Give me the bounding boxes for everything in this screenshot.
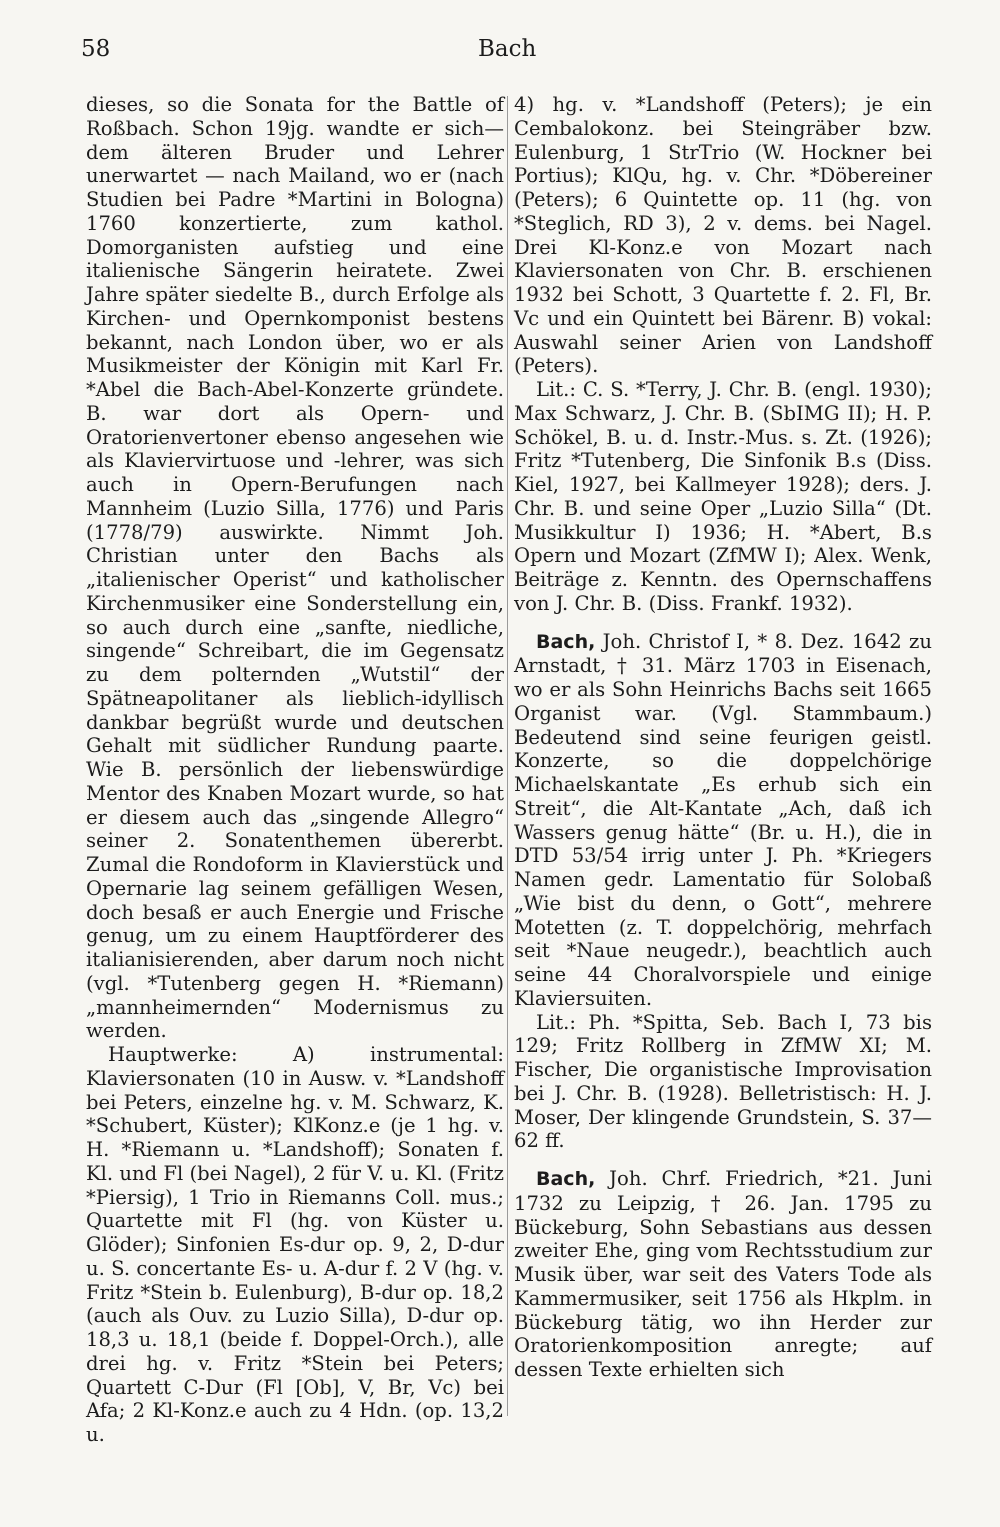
column-divider <box>507 96 508 1416</box>
literature-paragraph: Lit.: C. S. *Terry, J. Chr. B. (engl. 1930); Max Schwarz, J. Chr. B. (SbIMG II); H. P. Schökel, B. u. d. Instr.-Mus. s. Zt. (1926); Fritz *Tutenberg, Die Sinfonik B.s (Diss. Kiel, 1927, bei Kallmeyer 1928); ders. J. Chr. B. und seine Oper „Luzio Silla“ (Dt. Musikkultur I) 1936; H. *Abert, B.s Opern und Mozart (ZfMW I); Alex. Wenk, Beiträge z. Kenntn. des Opernschaffens von J. Chr. B. (Diss. Frankf. 1932). <box>514 378 932 615</box>
entry-johann-christoph-friedrich <box>514 1167 932 1382</box>
entry-johann-christof <box>514 630 932 1011</box>
works-continued-paragraph: 4) hg. v. *Landshoff (Peters); je ein Cembalokonz. bei Steingräber bzw. Eulenburg, 1 StrTrio (W. Hockner bei Portius); KlQu, hg. v. Chr. *Döbereiner (Peters); 6 Quintette op. 11 (hg. von *Steglich, RD 3), 2 v. dems. bei Nagel. Drei Kl-Konz.e von Mozart nach Klaviersonaten von Chr. B. erschienen 1932 bei Schott, 3 Quartette f. 2. Fl, Br. Vc und ein Quintett bei Bärenr. B) vokal: Auswahl seiner Arien von Landshoff (Peters). <box>514 93 932 378</box>
right-column <box>514 93 932 1382</box>
entry-headword: Bach, <box>536 1168 596 1190</box>
running-head: Bach <box>478 36 537 62</box>
entry-headword: Bach, <box>536 630 596 653</box>
entry-body-paragraph: dieses, so die Sonata for the Battle of Roßbach. Schon 19jg. wandte er sich— dem älteren Bruder und Lehrer unerwartet — nach Mailand, wo er (nach Studien bei Padre *Martini in Bologna) 1760 konzertierte, zum kathol. Domorganisten aufstieg und eine italienische Sängerin heiratete. Zwei Jahre später siedelte B., durch Erfolge als Kirchen- und Opernkomponist bestens bekannt, nach London über, wo er als Musikmeister der Königin mit Karl Fr. *Abel die Bach-Abel-Konzerte gründete. B. war dort als Opern- und Oratorienvertoner ebenso angesehen wie als Klaviervirtuose und -lehrer, was sich auch in Opern-Berufungen nach Mannheim (Luzio Silla, 1776) und Paris (1778/79) auswirkte. Nimmt Joh. Christian unter den Bachs als „italienischer Operist“ und katholischer Kirchenmusiker eine Sonderstellung ein, so auch durch eine „sanfte, niedliche, singende“ Schreibart, die im Gegensatz zu dem polternden „Wutstil“ der Spätneapolitaner als lieblich-idyllisch dankbar begrüßt wurde und deutschen Gehalt mit südlicher Rundung paarte. Wie B. persönlich der liebenswürdige Mentor des Knaben Mozart wurde, so hat er diesem auch das „singende Allegro“ seiner 2. Sonatenthemen übererbt. Zumal die Rondoform in Klavierstück und Opernarie lag seinem gefälligen Wesen, doch besaß er auch Energie und Frische genug, um zu einem Hauptförderer des italianisierenden, aber darum noch nicht (vgl. *Tutenberg gegen H. *Riemann) „mannheimernden“ Modernismus zu werden. <box>86 93 504 1043</box>
entry-text: Joh. Chrf. Friedrich, *21. Juni 1732 zu Leipzig, † 26. Jan. 1795 zu Bückeburg, Sohn Sebastians aus dessen zweiter Ehe, ging vom Rechtsstudium zur Musik über, war seit des Vaters Tode als Kammermusiker, seit 1756 als Hkplm. in Bückeburg tätig, wo ihn Herder zur Oratorienkomposition anregte; auf dessen Texte erhielten sich <box>514 1167 932 1381</box>
works-paragraph: Hauptwerke: A) instrumental: Klaviersonaten (10 in Ausw. v. *Landshoff bei Peters, einzelne hg. v. M. Schwarz, K. *Schubert, Küster); KlKonz.e (je 1 hg. v. H. *Riemann u. *Landshoff); Sonaten f. Kl. und Fl (bei Nagel), 2 für V. u. Kl. (Fritz *Piersig), 1 Trio in Riemanns Coll. mus.; Quartette mit Fl (hg. von Küster u. Glöder); Sinfonien Es-dur op. 9, 2, D-dur u. S. concertante Es- u. A-dur f. 2 V (hg. v. Fritz *Stein b. Eulenburg), B-dur op. 18,2 (auch als Ouv. zu Luzio Silla), D-dur op. 18,3 u. 18,1 (beide f. Doppel-Orch.), alle drei hg. v. Fritz *Stein bei Peters; Quartett C-Dur (Fl [Ob], V, Br, Vc) bei Afa; 2 Kl-Konz.e auch zu 4 Hdn. (op. 13,2 u. <box>86 1043 504 1446</box>
page-number: 58 <box>81 36 111 62</box>
literature-paragraph: Lit.: Ph. *Spitta, Seb. Bach I, 73 bis 129; Fritz Rollberg in ZfMW XI; M. Fischer, Die organistische Improvisation bei J. Chr. B. (1928). Belletristisch: H. J. Moser, Der klingende Grundstein, S. 37—62 ff. <box>514 1010 932 1153</box>
left-column <box>86 93 504 1447</box>
entry-text: Joh. Christof I, * 8. Dez. 1642 zu Arnstadt, † 31. März 1703 in Eisenach, wo er als Sohn Heinrichs Bachs seit 1665 Organist war. (Vgl. Stammbaum.) Bedeutend sind seine feurigen geistl. Konzerte, so die doppelchörige Michaelskantate „Es erhub sich ein Streit“, die Alt-Kantate „Ach, daß ich Wassers genug hätte“ (Br. u. H.), die in DTD 53/54 irrig unter J. Ph. *Kriegers Namen gedr. Lamentatio für Solobaß „Wie bist du denn, o Gott“, mehrere Motetten (z. T. doppelchörig, mehrfach seit *Naue neugedr.), beachtlich auch seine 44 Choralvorspiele und einige Klaviersuiten. <box>514 629 932 1010</box>
